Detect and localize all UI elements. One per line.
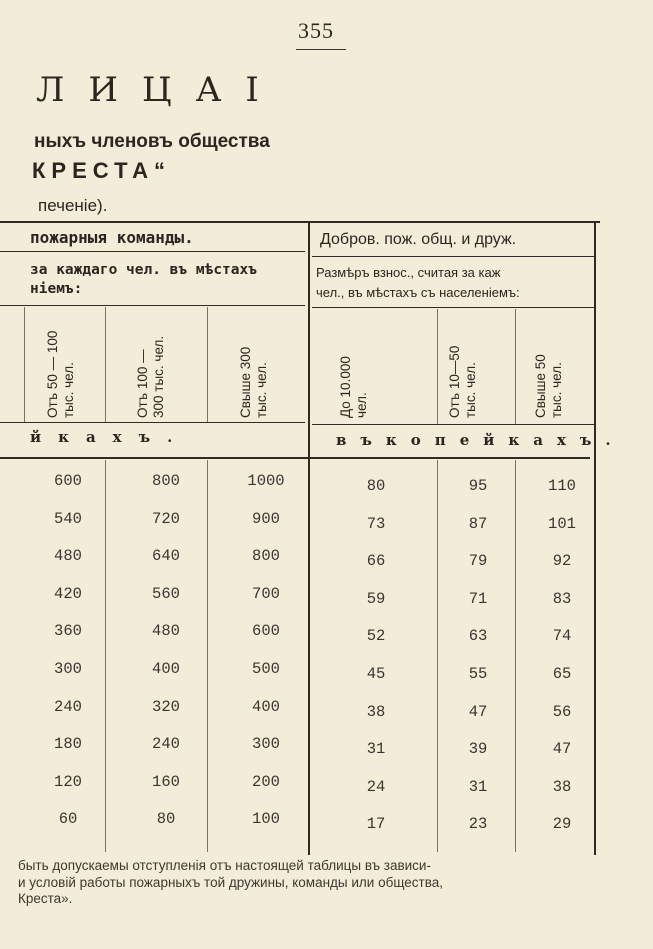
- group-header-right: Добров. пож. общ. и друж.: [320, 231, 517, 248]
- sub-rule-right: [312, 307, 594, 308]
- col-divider: [207, 307, 208, 422]
- table-cell: 24: [366, 777, 386, 796]
- footnote-line-3: Креста».: [18, 891, 73, 906]
- col-divider: [105, 460, 106, 852]
- sub-rule-left: [0, 305, 305, 306]
- footnote-line-1: быть допускаемы отступленія отъ настоящей таблицы въ зависи-: [18, 858, 431, 873]
- subtitle-line-2: КРЕСТА“: [32, 158, 172, 183]
- table-cell: 55: [468, 665, 488, 683]
- table-cell: 640: [152, 547, 180, 566]
- table-cell: 31: [468, 777, 488, 796]
- table-cell: 400: [152, 660, 180, 678]
- unit-label-left: йкахъ.: [30, 428, 190, 446]
- table-cell: 45: [366, 665, 386, 683]
- sub-header-right-line2: чел., въ мѣстахъ съ населеніемъ:: [316, 285, 520, 300]
- page-number: 355: [298, 18, 334, 43]
- unit-rule: [0, 457, 590, 459]
- table-cell: 360: [54, 622, 82, 641]
- table-cell: 63: [468, 627, 488, 646]
- table-cell: 320: [152, 697, 180, 716]
- column-header-3: Свыше 300 тыс. чел.: [238, 346, 269, 418]
- group-rule-right: [312, 256, 594, 257]
- table-cell: 800: [152, 472, 180, 490]
- table-cell: 400: [252, 697, 280, 716]
- table-cell: 110: [548, 477, 576, 495]
- colhead-rule-right: [312, 424, 594, 425]
- table-cell: 600: [252, 622, 280, 641]
- table-cell: 540: [54, 509, 82, 528]
- table-cell: 420: [54, 584, 82, 603]
- table-cell: 80: [366, 477, 386, 495]
- table-cell: 79: [468, 552, 488, 571]
- page-number-rule: [296, 49, 346, 50]
- table-cell: 101: [548, 514, 576, 533]
- column-header-2: Отъ 100 — 300 тыс. чел.: [135, 335, 166, 418]
- right-border: [594, 223, 596, 855]
- colhead-rule-left: [0, 422, 305, 423]
- center-divider: [308, 223, 310, 855]
- table-cell: 38: [366, 702, 386, 721]
- table-cell: 200: [252, 772, 280, 791]
- col-divider: [24, 307, 25, 422]
- table-cell: 47: [468, 702, 488, 721]
- table-cell: 300: [252, 735, 280, 754]
- column-header-4: До 10.000 чел.: [338, 356, 369, 418]
- sub-header-right-line1: Размѣръ взнос., считая за каж: [316, 265, 501, 280]
- column-header-5: Отъ 10—50 тыс. чел.: [447, 345, 478, 418]
- col-divider: [207, 460, 208, 852]
- table-cell: 56: [552, 702, 572, 721]
- table-cell: 240: [152, 735, 180, 754]
- table-cell: 73: [366, 514, 386, 533]
- sub-header-left-line1: за каждаго чел. въ мѣстахъ: [30, 262, 257, 278]
- table-cell: 720: [152, 509, 180, 528]
- table-cell: 95: [468, 477, 488, 495]
- table-cell: 47: [552, 740, 572, 759]
- sub-header-left-line2: ніемъ:: [30, 281, 83, 297]
- footnote: [18, 858, 628, 908]
- col-divider: [105, 307, 106, 422]
- table-cell: 59: [366, 589, 386, 608]
- group-rule-left: [0, 251, 305, 252]
- table-cell: 87: [468, 514, 488, 533]
- table-cell: 66: [366, 552, 386, 571]
- table-cell: 74: [552, 627, 572, 646]
- table-cell: 120: [54, 772, 82, 791]
- col-divider: [437, 460, 438, 852]
- table-cell: 71: [468, 589, 488, 608]
- footnote-line-2: и условій работы пожарныхъ той дружины, команды или общества,: [18, 874, 444, 890]
- table-cell: 65: [552, 665, 572, 683]
- table-cell: 31: [366, 740, 386, 759]
- table-cell: 600: [54, 472, 82, 490]
- group-header-left: пожарныя команды.: [30, 228, 194, 247]
- table-cell: 800: [252, 547, 280, 566]
- subtitle-line-1: ныхъ членовъ общества: [34, 131, 270, 152]
- table-cell: 23: [468, 815, 488, 834]
- table-cell: 52: [366, 627, 386, 646]
- table-cell: 17: [366, 815, 386, 834]
- table-cell: 480: [152, 622, 180, 641]
- table-cell: 100: [252, 810, 280, 829]
- table-cell: 500: [252, 660, 280, 678]
- table-cell: 480: [54, 547, 82, 566]
- column-header-1: Отъ 50 — 100 тыс. чел.: [45, 330, 76, 418]
- table-cell: 900: [252, 509, 280, 528]
- table-cell: 39: [468, 740, 488, 759]
- table-cell: 180: [54, 735, 82, 754]
- subtitle-line-3: печеніе).: [38, 196, 108, 215]
- table-cell: 83: [552, 589, 572, 608]
- table-cell: 240: [54, 697, 82, 716]
- col-divider: [515, 460, 516, 852]
- table-cell: 1000: [247, 472, 285, 490]
- table-cell: 38: [552, 777, 572, 796]
- table-cell: 92: [552, 552, 572, 571]
- col-divider: [515, 309, 516, 424]
- table-cell: 560: [152, 584, 180, 603]
- table-cell: 300: [54, 660, 82, 678]
- page-title: ЛИЦАI: [36, 70, 283, 110]
- table-cell: 700: [252, 584, 280, 603]
- table-top-rule: [0, 221, 600, 223]
- unit-label-right: въкопейкахъ.: [336, 431, 625, 449]
- table-cell: 80: [156, 810, 176, 829]
- table-cell: 160: [152, 772, 180, 791]
- table-cell: 29: [552, 815, 572, 834]
- col-divider: [437, 309, 438, 424]
- table-cell: 60: [58, 810, 78, 829]
- column-header-6: Свыше 50 тыс. чел.: [533, 354, 564, 418]
